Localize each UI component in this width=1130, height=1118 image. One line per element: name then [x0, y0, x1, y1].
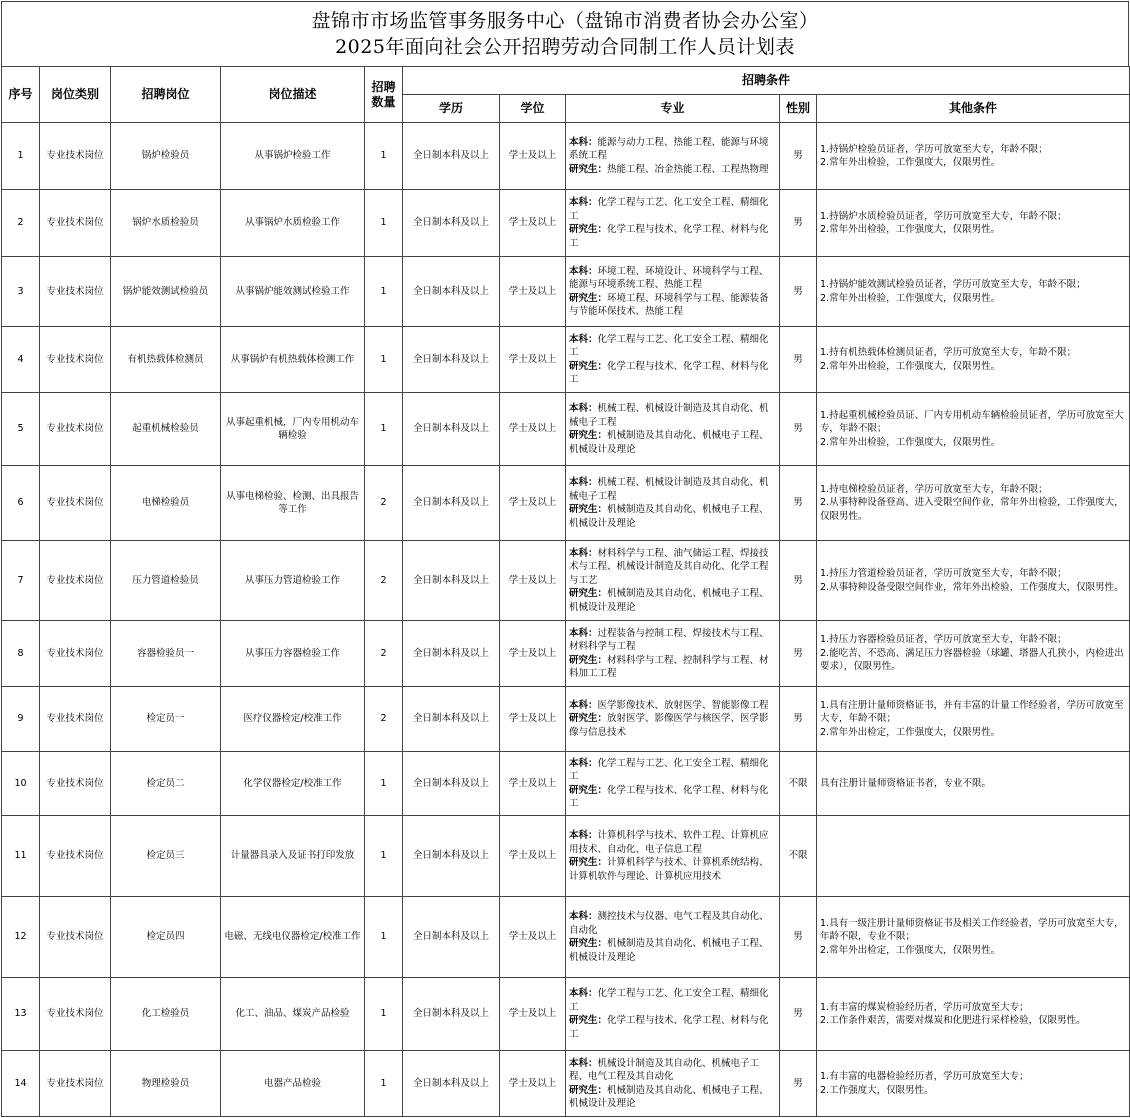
count-cell: 1: [365, 327, 403, 393]
count-cell: 1: [365, 257, 403, 327]
undergrad-label: 本科：: [569, 136, 598, 148]
seq-cell: 2: [2, 190, 40, 257]
education-cell: 全日制本科及以上: [403, 978, 500, 1051]
count-cell: 1: [365, 393, 403, 466]
seq-cell: 3: [2, 257, 40, 327]
grad-label: 研究生：: [569, 504, 608, 515]
degree-cell: 学士及以上: [500, 687, 566, 752]
category-cell: 专业技术岗位: [40, 752, 111, 816]
condition-line: 2.常年外出检验，工作强度大，仅限男性。: [820, 436, 1001, 448]
gender-cell: 男: [780, 897, 817, 978]
major-cell: [566, 123, 780, 190]
grad-label: 研究生：: [569, 857, 608, 868]
description-cell: 电磁、无线电仪器检定/校准工作: [221, 897, 365, 978]
undergrad-label: 本科：: [569, 830, 598, 841]
position-cell: 物理检验员: [111, 1051, 221, 1117]
header-description: 岗位描述: [221, 67, 365, 123]
category-cell: 专业技术岗位: [40, 897, 111, 978]
positions-table: [1, 66, 1130, 1117]
seq-cell: 5: [2, 393, 40, 466]
count-cell: 2: [365, 466, 403, 541]
condition-line: 1.持起重机械检验员证、厂内专用机动车辆检验员证者，学历可放宽至大专，年龄不限；: [820, 409, 1124, 435]
category-cell: 专业技术岗位: [40, 687, 111, 752]
category-cell: 专业技术岗位: [40, 327, 111, 393]
description-cell: 电器产品检验: [221, 1051, 365, 1117]
table-row: [2, 393, 1130, 466]
position-cell: 电梯检验员: [111, 466, 221, 541]
table-row: [2, 257, 1130, 327]
gender-cell: 男: [780, 466, 817, 541]
count-cell: 1: [365, 816, 403, 897]
undergrad-label: 本科：: [569, 699, 598, 711]
other-conditions-cell: [817, 752, 1130, 816]
grad-majors: 机械制造及其自动化、机械电子工程、机械设计及理论: [569, 588, 769, 613]
grad-label: 研究生：: [569, 588, 608, 600]
description-cell: 从事锅炉检验工作: [221, 123, 365, 190]
category-cell: 专业技术岗位: [40, 393, 111, 466]
education-cell: 全日制本科及以上: [403, 687, 500, 752]
undergrad-majors: 化学工程与工艺、化工安全工程、精细化工: [569, 333, 769, 358]
other-conditions-cell: [817, 257, 1130, 327]
grad-majors: 材料科学与工程、控制科学与工程、材料加工工程: [569, 654, 769, 679]
grad-label: 研究生：: [569, 1015, 608, 1026]
grad-label: 研究生：: [569, 938, 608, 949]
gender-cell: 男: [780, 621, 817, 687]
position-cell: 检定员一: [111, 687, 221, 752]
condition-line: 1.持锅炉水质检验员证者，学历可放宽至大专，年龄不限；: [820, 210, 1067, 222]
description-cell: 从事锅炉有机热载体检测工作: [221, 327, 365, 393]
other-conditions-cell: [817, 190, 1130, 257]
position-cell: 化工检验员: [111, 978, 221, 1051]
header-conditions: 招聘条件: [403, 67, 1130, 95]
degree-cell: 学士及以上: [500, 816, 566, 897]
undergrad-label: 本科：: [569, 477, 598, 488]
major-cell: [566, 897, 780, 978]
degree-cell: 学士及以上: [500, 897, 566, 978]
seq-cell: 9: [2, 687, 40, 752]
header-position: 招聘岗位: [111, 67, 221, 123]
table-row: [2, 816, 1130, 897]
other-conditions-cell: [817, 393, 1130, 466]
major-cell: [566, 327, 780, 393]
condition-line: 2.从事特种设备登高、进入受限空间作业，常年外出检验，工作强度大，仅限男性。: [820, 497, 1124, 522]
education-cell: 全日制本科及以上: [403, 257, 500, 327]
count-cell: 2: [365, 687, 403, 752]
degree-cell: 学士及以上: [500, 327, 566, 393]
category-cell: 专业技术岗位: [40, 466, 111, 541]
title-line-2: 2025年面向社会公开招聘劳动合同制工作人员计划表: [335, 36, 795, 58]
position-cell: 有机热载体检测员: [111, 327, 221, 393]
seq-cell: 1: [2, 123, 40, 190]
count-cell: 1: [365, 123, 403, 190]
education-cell: 全日制本科及以上: [403, 190, 500, 257]
grad-majors: 环境工程、环境科学与工程、能源装备与节能环保技术、热能工程: [569, 292, 769, 317]
count-cell: 1: [365, 897, 403, 978]
seq-cell: 12: [2, 897, 40, 978]
table-row: [2, 190, 1130, 257]
undergrad-majors: 机械工程、机械设计制造及其自动化、机械电子工程: [569, 403, 769, 428]
other-conditions-cell: [817, 466, 1130, 541]
category-cell: 专业技术岗位: [40, 1051, 111, 1117]
position-cell: 锅炉检验员: [111, 123, 221, 190]
position-cell: 检定员二: [111, 752, 221, 816]
condition-line: 1.具有注册计量师资格证书，并有丰富的计量工作经验者，学历可放宽至大专，年龄不限；: [820, 699, 1124, 725]
header-count: 招聘 数量: [365, 67, 403, 123]
grad-majors: 放射医学、影像医学与核医学、医学影像与信息技术: [569, 713, 769, 738]
education-cell: 全日制本科及以上: [403, 466, 500, 541]
header-seq: 序号: [2, 67, 40, 123]
condition-line: 2.从事特种设备受限空间作业，常年外出检验，工作强度大，仅限男性。: [820, 581, 1124, 593]
grad-label: 研究生：: [569, 1084, 608, 1096]
other-conditions-cell: [817, 687, 1130, 752]
title-line-1: 盘锦市市场监管事务服务中心（盘锦市消费者协会办公室）: [311, 10, 819, 32]
header-category: 岗位类别: [40, 67, 111, 123]
condition-line: 2.常年外出检定，工作强度大，仅限男性。: [820, 944, 1001, 956]
table-row: [2, 752, 1130, 816]
major-cell: [566, 1051, 780, 1117]
major-cell: [566, 257, 780, 327]
gender-cell: 不限: [780, 752, 817, 816]
degree-cell: 学士及以上: [500, 190, 566, 257]
grad-majors: 化学工程与技术、化学工程、材料与化工: [569, 360, 769, 385]
grad-majors: 机械制造及其自动化、机械电子工程、机械设计及理论: [569, 938, 769, 963]
header-gender: 性别: [780, 95, 817, 123]
position-cell: 容器检验员一: [111, 621, 221, 687]
gender-cell: 男: [780, 327, 817, 393]
position-cell: 起重机械检验员: [111, 393, 221, 466]
condition-line: 具有注册计量师资格证书者，专业不限。: [820, 777, 992, 789]
condition-line: 2.工作强度大，仅限男性。: [820, 1084, 934, 1096]
education-cell: 全日制本科及以上: [403, 621, 500, 687]
education-cell: 全日制本科及以上: [403, 816, 500, 897]
position-cell: 检定员三: [111, 816, 221, 897]
grad-majors: 化学工程与技术、化学工程、材料与化工: [569, 784, 769, 809]
condition-line: 1.持压力容器检验员证者，学历可放宽至大专，年龄不限；: [820, 634, 1067, 646]
count-cell: 1: [365, 190, 403, 257]
condition-line: 1.持有机热载体检测员证者，学历可放宽至大专，年龄不限；: [820, 347, 1077, 358]
gender-cell: 男: [780, 1051, 817, 1117]
seq-cell: 8: [2, 621, 40, 687]
education-cell: 全日制本科及以上: [403, 897, 500, 978]
undergrad-majors: 过程装备与控制工程、焊接技术与工程、材料科学与工程: [569, 627, 769, 652]
other-conditions-cell: [817, 327, 1130, 393]
description-cell: 从事压力管道检验工作: [221, 541, 365, 621]
condition-line: 2.常年外出检验，工作强度大，仅限男性。: [820, 360, 1001, 372]
major-cell: [566, 541, 780, 621]
major-cell: [566, 393, 780, 466]
category-cell: 专业技术岗位: [40, 123, 111, 190]
grad-label: 研究生：: [569, 654, 608, 666]
degree-cell: 学士及以上: [500, 1051, 566, 1117]
undergrad-majors: 化学工程与工艺、化工安全工程、精细化工: [569, 757, 769, 782]
description-cell: 从事锅炉水质检验工作: [221, 190, 365, 257]
condition-line: 2.能吃苦、不恐高、满足压力容器检验（球罐、塔器人孔狭小，内检进出要求），仅限男性。: [820, 647, 1124, 673]
count-cell: 1: [365, 752, 403, 816]
other-conditions-cell: [817, 123, 1130, 190]
other-conditions-cell: [817, 816, 1130, 897]
other-conditions-cell: [817, 978, 1130, 1051]
header-degree: 学位: [500, 95, 566, 123]
education-cell: 全日制本科及以上: [403, 1051, 500, 1117]
gender-cell: 男: [780, 123, 817, 190]
gender-cell: 男: [780, 978, 817, 1051]
undergrad-label: 本科：: [569, 333, 598, 345]
grad-label: 研究生：: [569, 292, 608, 304]
description-cell: 化工、油品、煤炭产品检验: [221, 978, 365, 1051]
gender-cell: 男: [780, 687, 817, 752]
seq-cell: 11: [2, 816, 40, 897]
other-conditions-cell: [817, 897, 1130, 978]
grad-majors: 机械制造及其自动化、机械电子工程、机械设计及理论: [569, 430, 769, 455]
table-row: [2, 327, 1130, 393]
undergrad-label: 本科：: [569, 988, 598, 999]
grad-label: 研究生：: [569, 224, 608, 235]
other-conditions-cell: [817, 621, 1130, 687]
undergrad-label: 本科：: [569, 547, 598, 559]
count-cell: 1: [365, 978, 403, 1051]
table-row: [2, 687, 1130, 752]
major-cell: [566, 816, 780, 897]
grad-majors: 机械制造及其自动化、机械电子工程、机械设计及理论: [569, 504, 769, 529]
position-cell: 锅炉水质检验员: [111, 190, 221, 257]
grad-majors: 化学工程与技术、化学工程、材料与化工: [569, 224, 769, 249]
count-cell: 2: [365, 541, 403, 621]
description-cell: 从事电梯检验、检测、出具报告等工作: [221, 466, 365, 541]
gender-cell: 不限: [780, 816, 817, 897]
undergrad-label: 本科：: [569, 197, 598, 208]
gender-cell: 男: [780, 541, 817, 621]
table-row: [2, 466, 1130, 541]
seq-cell: 6: [2, 466, 40, 541]
table-row: [2, 541, 1130, 621]
degree-cell: 学士及以上: [500, 466, 566, 541]
degree-cell: 学士及以上: [500, 257, 566, 327]
condition-line: 1.持锅炉检验员证者，学历可放宽至大专，年龄不限；: [820, 143, 1048, 155]
undergrad-label: 本科：: [569, 403, 598, 414]
undergrad-label: 本科：: [569, 1057, 598, 1069]
undergrad-majors: 测控技术与仪器、电气工程及其自动化、自动化: [569, 911, 769, 936]
seq-cell: 14: [2, 1051, 40, 1117]
gender-cell: 男: [780, 393, 817, 466]
seq-cell: 7: [2, 541, 40, 621]
seq-cell: 4: [2, 327, 40, 393]
seq-cell: 10: [2, 752, 40, 816]
description-cell: 从事起重机械，厂内专用机动车辆检验: [221, 393, 365, 466]
condition-line: 1.有丰富的煤炭检验经历者，学历可放宽至大专；: [820, 1001, 1029, 1013]
condition-line: 2.常年外出检验，工作强度大，仅限男性。: [820, 292, 1001, 304]
category-cell: 专业技术岗位: [40, 978, 111, 1051]
seq-cell: 13: [2, 978, 40, 1051]
position-cell: 检定员四: [111, 897, 221, 978]
education-cell: 全日制本科及以上: [403, 393, 500, 466]
undergrad-label: 本科：: [569, 911, 598, 922]
degree-cell: 学士及以上: [500, 123, 566, 190]
degree-cell: 学士及以上: [500, 752, 566, 816]
education-cell: 全日制本科及以上: [403, 123, 500, 190]
degree-cell: 学士及以上: [500, 978, 566, 1051]
description-cell: 从事锅炉能效测试检验工作: [221, 257, 365, 327]
description-cell: 医疗仪器检定/校准工作: [221, 687, 365, 752]
major-cell: [566, 621, 780, 687]
degree-cell: 学士及以上: [500, 541, 566, 621]
condition-line: 2.常年外出检定，工作强度大，仅限男性。: [820, 726, 1001, 738]
header-major: 专业: [566, 95, 780, 123]
description-cell: 化学仪器检定/校准工作: [221, 752, 365, 816]
education-cell: 全日制本科及以上: [403, 752, 500, 816]
education-cell: 全日制本科及以上: [403, 327, 500, 393]
grad-label: 研究生：: [569, 713, 608, 725]
major-cell: [566, 190, 780, 257]
major-cell: [566, 978, 780, 1051]
grad-label: 研究生：: [569, 784, 608, 796]
grad-majors: 热能工程、冶金热能工程、工程热物理: [607, 163, 769, 175]
condition-line: 1.持压力管道检验员证者，学历可放宽至大专，年龄不限；: [820, 568, 1067, 579]
undergrad-majors: 化学工程与工艺、化工安全工程、精细化工: [569, 988, 769, 1013]
category-cell: 专业技术岗位: [40, 257, 111, 327]
category-cell: 专业技术岗位: [40, 621, 111, 687]
education-cell: 全日制本科及以上: [403, 541, 500, 621]
undergrad-majors: 医学影像技术、放射医学、智能影像工程: [597, 699, 769, 711]
description-cell: 计量器具录入及证书打印发放: [221, 816, 365, 897]
category-cell: 专业技术岗位: [40, 816, 111, 897]
other-conditions-cell: [817, 541, 1130, 621]
category-cell: 专业技术岗位: [40, 190, 111, 257]
condition-line: 2.工作条件艰苦，需要对煤炭和化肥进行采样检验，仅限男性。: [820, 1015, 1086, 1026]
condition-line: 1.具有一级注册计量师资格证书及相关工作经验者，学历可放宽至大专，年龄不限，专业不限；: [820, 917, 1124, 943]
condition-line: 2.常年外出检验，工作强度大，仅限男性。: [820, 157, 1001, 168]
count-cell: 2: [365, 621, 403, 687]
undergrad-majors: 计算机科学与技术、软件工程、计算机应用技术、自动化、电子信息工程: [569, 830, 769, 855]
undergrad-majors: 能源与动力工程、热能工程、能源与环境系统工程: [569, 136, 769, 162]
undergrad-label: 本科：: [569, 627, 598, 639]
document-title: [1, 1, 1129, 67]
degree-cell: 学士及以上: [500, 393, 566, 466]
table-row: [2, 897, 1130, 978]
undergrad-majors: 环境工程、环境设计、环境科学与工程、能源与环境系统工程、热能工程: [569, 265, 769, 290]
degree-cell: 学士及以上: [500, 621, 566, 687]
undergrad-majors: 机械工程、机械设计制造及其自动化、机械电子工程: [569, 477, 769, 502]
table-row: [2, 621, 1130, 687]
grad-majors: 化学工程与技术、化学工程、材料与化工: [569, 1015, 769, 1040]
header-education: 学历: [403, 95, 500, 123]
grad-label: 研究生：: [569, 430, 608, 441]
table-row: [2, 978, 1130, 1051]
major-cell: [566, 752, 780, 816]
grad-majors: 机械制造及其自动化、机械电子工程、机械设计及理论: [569, 1084, 769, 1109]
grad-label: 研究生：: [569, 163, 608, 175]
category-cell: 专业技术岗位: [40, 541, 111, 621]
major-cell: [566, 687, 780, 752]
undergrad-label: 本科：: [569, 757, 598, 769]
condition-line: 1.持电梯检验员证者，学历可放宽至大专，年龄不限；: [820, 483, 1048, 495]
major-cell: [566, 466, 780, 541]
position-cell: 锅炉能效测试检验员: [111, 257, 221, 327]
description-cell: 从事压力容器检验工作: [221, 621, 365, 687]
condition-line: 2.常年外出检验，工作强度大，仅限男性。: [820, 224, 1001, 235]
condition-line: 1.有丰富的电器检验经历者，学历可放宽至大专；: [820, 1071, 1029, 1082]
undergrad-label: 本科：: [569, 265, 598, 277]
count-cell: 1: [365, 1051, 403, 1117]
gender-cell: 男: [780, 257, 817, 327]
grad-majors: 计算机科学与技术、计算机系统结构、计算机软件与理论、计算机应用技术: [569, 857, 769, 882]
undergrad-majors: 材料科学与工程、油气储运工程、焊接技术与工程、机械设计制造及其自动化、化学工程与工艺: [569, 547, 769, 586]
gender-cell: 男: [780, 190, 817, 257]
grad-label: 研究生：: [569, 360, 608, 372]
other-conditions-cell: [817, 1051, 1130, 1117]
position-cell: 压力管道检验员: [111, 541, 221, 621]
undergrad-majors: 机械设计制造及其自动化、机械电子工程、电气工程及其自动化: [569, 1057, 760, 1082]
undergrad-majors: 化学工程与工艺、化工安全工程、精细化工: [569, 197, 769, 222]
header-other: 其他条件: [817, 95, 1130, 123]
condition-line: 1.持锅炉能效测试检验员证者，学历可放宽至大专，年龄不限；: [820, 279, 1086, 290]
table-row: [2, 1051, 1130, 1117]
table-row: [2, 123, 1130, 190]
